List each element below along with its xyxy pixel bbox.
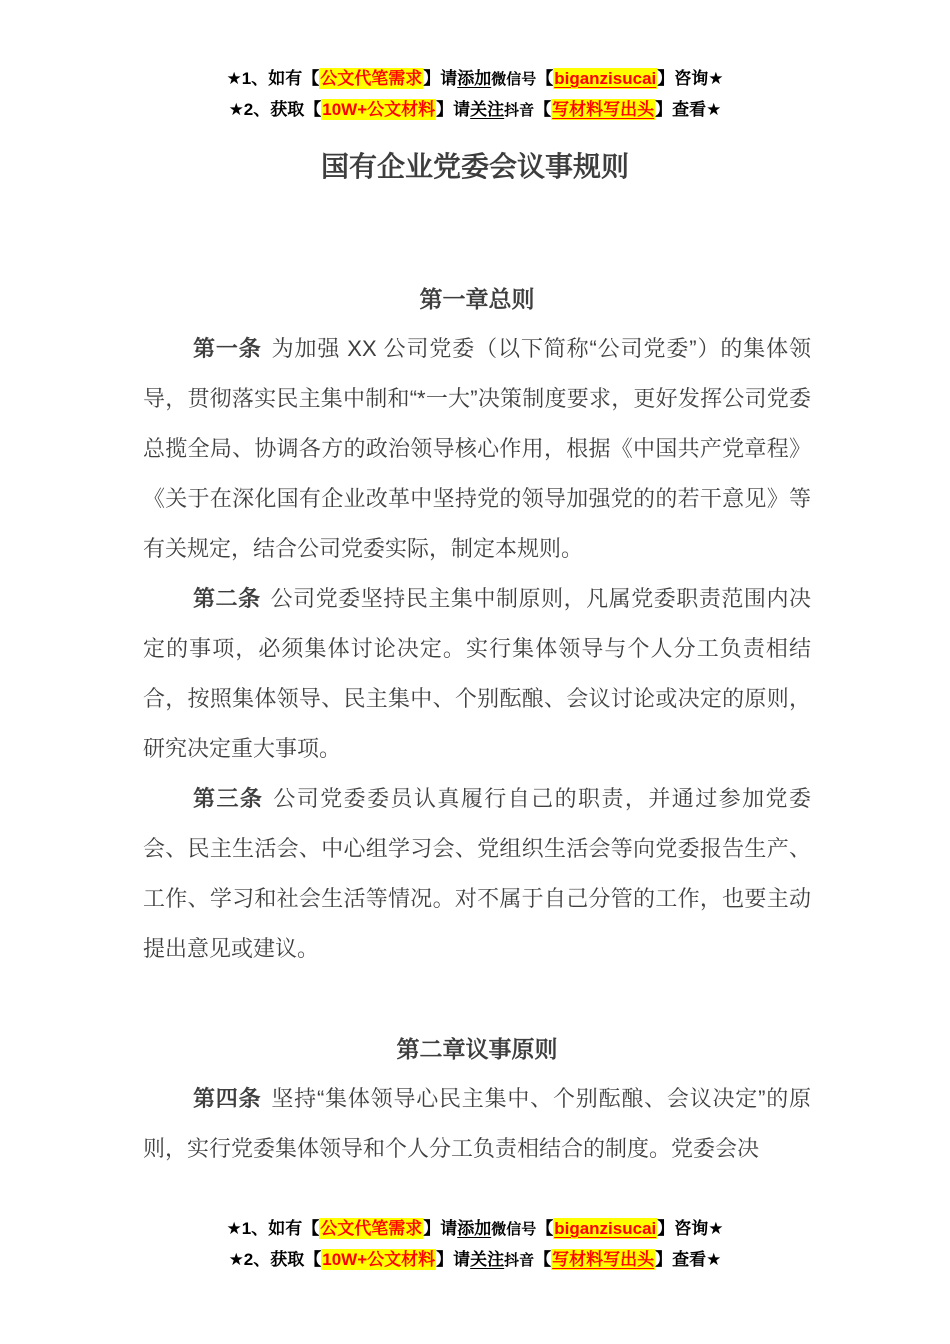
banner-segment: 10W+公文材料 [322, 1250, 436, 1269]
promo-banner-line-1 [0, 64, 950, 95]
banner-segment: ★2、获取【 [228, 1250, 322, 1269]
banner-segment: 微信号 [491, 1221, 537, 1238]
banner-segment: 】请 [423, 69, 458, 88]
chapter-heading-1: 第一章总则 [419, 286, 535, 312]
article-number-1: 第一条 [193, 336, 262, 361]
promo-banner-line-2 [0, 95, 950, 126]
banner-segment: 】请 [436, 100, 471, 119]
banner-segment: 】查看★ [655, 100, 722, 119]
paragraph-article-4 [143, 1074, 811, 1174]
chapter-heading-2: 第二章议事原则 [396, 1036, 558, 1062]
banner-segment: 【 [536, 69, 554, 88]
paragraph-article-1 [143, 324, 811, 574]
banner-segment: biganzisucai [554, 69, 657, 88]
banner-segment: 】咨询★ [657, 1219, 724, 1238]
article-text-3: 公司党委委员认真履行自己的职责，并通过参加党委会、民主生活会、中心组学习会、党组织生活会等向党委报告生产、工作、学习和社会生活等情况。对不属于自己分管的工作，也要主动提出意见或建议。 [143, 786, 811, 961]
document-body [143, 274, 811, 1174]
banner-segment: 】咨询★ [657, 69, 724, 88]
banner-segment: 公文代笔需求 [320, 1219, 423, 1238]
banner-segment: 关注 [470, 100, 505, 119]
banner-segment: 】请 [436, 1250, 471, 1269]
article-text-1: 为加强 XX 公司党委（以下简称“公司党委”）的集体领导，贯彻落实民主集中制和“*一大”决策制度要求，更好发挥公司党委总揽全局、协调各方的政治领导核心作用，根据《中国共产党章程》《关于在深化国有企业改革中坚持党的领导加强党的的若干意见》等有关规定，结合公司党委实际，制定本规则。 [143, 336, 811, 561]
banner-segment: 公文代笔需求 [320, 69, 423, 88]
article-text-4: 坚持“集体领导心民主集中、个别酝酿、会议决定”的原则，实行党委集体领导和个人分工负责相结合的制度。党委会决 [143, 1086, 811, 1161]
article-number-3: 第三条 [193, 786, 264, 811]
document-title: 国有企业党委会议事规则 [320, 151, 629, 182]
banner-segment: 写材料写出头 [552, 100, 655, 119]
banner-segment: 抖音 [504, 1252, 535, 1269]
banner-segment: 关注 [470, 1250, 505, 1269]
banner-segment: ★2、获取【 [228, 100, 322, 119]
banner-segment: ★1、如有【 [226, 69, 320, 88]
banner-segment: biganzisucai [554, 1219, 657, 1238]
banner-segment: 写材料写出头 [552, 1250, 655, 1269]
promo-banner-top [0, 64, 950, 126]
paragraph-article-2 [143, 574, 811, 774]
paragraph-article-3 [143, 774, 811, 974]
banner-segment: 】查看★ [655, 1250, 722, 1269]
article-text-2: 公司党委坚持民主集中制原则，凡属党委职责范围内决定的事项，必须集体讨论决定。实行集体领导与个人分工负责相结合，按照集体领导、民主集中、个别酝酿、会议讨论或决定的原则，研究决定重大事项。 [143, 586, 811, 761]
banner-segment: 10W+公文材料 [322, 100, 436, 119]
promo-banner-bottom [0, 1214, 950, 1276]
promo-banner-line-1 [0, 1214, 950, 1245]
banner-segment: 添加 [457, 1219, 492, 1238]
banner-segment: 微信号 [491, 71, 537, 88]
banner-segment: 添加 [457, 69, 492, 88]
promo-banner-line-2 [0, 1245, 950, 1276]
banner-segment: 【 [534, 100, 552, 119]
banner-segment: 】请 [423, 1219, 458, 1238]
article-number-2: 第二条 [193, 586, 261, 611]
banner-segment: 抖音 [504, 102, 535, 119]
banner-segment: 【 [536, 1219, 554, 1238]
banner-segment: 【 [534, 1250, 552, 1269]
banner-segment: ★1、如有【 [226, 1219, 320, 1238]
article-number-4: 第四条 [193, 1086, 262, 1111]
